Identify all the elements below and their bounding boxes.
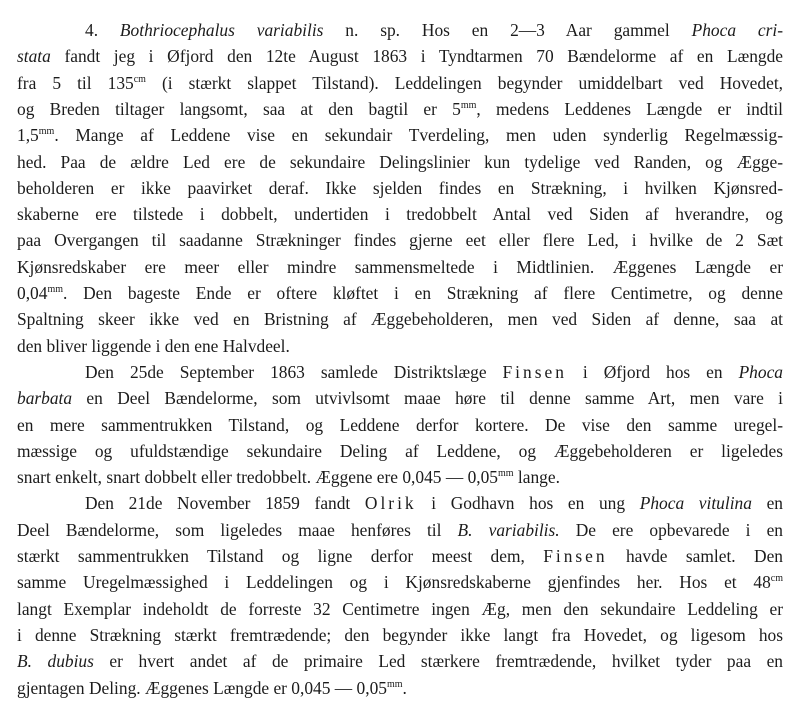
text-segment: Deel Bændelorme, som ligeledes maae henføres til [17,519,458,540]
text-line [17,675,783,701]
text-segment: langt Exemplar indeholdt de forreste 32 Centimetre ingen Æg, men den sekundaire Leddeling er [17,598,783,619]
text-line [17,96,783,122]
text-line [17,517,783,543]
text-line [17,543,783,569]
text-line [17,201,783,227]
text-segment: samme Uregelmæssighed i Leddelingen og i Kjønsredskaberne gjenfindes her. Hos et 48 [17,572,771,593]
text-segment: hed. Paa de ældre Led ere de sekundaire Delingslinier kun tydelige ved Randen, og Ægge- [17,151,783,172]
text-line [17,385,783,411]
italic-text: Phoca cri- [691,20,784,40]
text-segment: n. sp. Hos en 2—3 Aar gammel [323,20,692,40]
text-segment: skaberne ere tilstede i dobbelt, undertiden i tredobbelt Antal ved Siden af hverandre, og [17,204,783,225]
italic-text: Phoca vitulina [639,493,752,514]
text-segment: De ere opbevarede i en [559,519,783,540]
superscript-unit: cm [770,573,783,585]
text-segment: . Den bageste Ende er oftere kløftet i en Strækning af flere Centimetre, og denne [63,283,783,303]
text-line [17,412,783,438]
text-line [17,333,783,359]
superscript-unit: mm [47,284,63,295]
text-line [17,254,783,280]
text-line [17,438,783,464]
text-segment: stærkt sammentrukken Tilstand og ligne derfor meest dem, [17,546,544,566]
text-segment: en Deel Bændelorme, som utvivlsomt maae høre til denne samme Art, men vare i [72,388,783,409]
text-line [17,175,783,201]
text-line [17,648,783,674]
text-line [85,17,783,43]
spaced-name: Finsen [502,361,567,382]
text-segment: en mere sammentrukken Tilstand, og Leddene derfor kortere. De vise den samme uregel- [17,414,783,435]
text-segment: paa Overgangen til saadanne Strækninger findes gjerne eet eller flere Led, i hvilke de 2 Sæt [17,230,783,251]
text-segment: snart enkelt, snart dobbelt eller tredobbelt. Æggene ere 0,045 — 0,05 [17,467,499,488]
spaced-name: Finsen [543,546,608,566]
text-line [17,70,783,96]
text-line [85,490,783,516]
text-segment: i denne Strækning stærkt fremtrædende; den begynder ikke langt fra Hovedet, og ligesom hos [17,624,783,645]
text-line [17,227,783,253]
text-line [17,149,783,175]
superscript-unit: mm [460,99,477,111]
italic-text: Bothriocephalus variabilis [119,20,324,40]
text-segment: i Godhavn hos en ung [416,493,640,514]
text-segment: . Mange af Leddene vise en sekundair Tverdeling, men uden synderlig Regelmæssig- [54,125,783,146]
text-line [17,280,783,306]
text-segment: er hvert andet af de primaire Led stærkere fremtrædende, hvilket tyder paa en [93,651,783,672]
text-segment: 1,5 [17,125,39,146]
italic-text: B. dubius [17,651,94,672]
text-segment: beholderen er ikke paavirket deraf. Ikke sjelden findes en Strækning, i hvilken Kjønsred- [17,177,783,198]
text-line [17,596,783,622]
text-segment: Kjønsredskaber ere meer eller mindre sammensmeltede i Midtlinien. Æggenes Længde er [17,256,783,277]
text-line [17,464,783,490]
spaced-name: Olrik [364,493,417,514]
text-segment: mæssige og ufuldstændige sekundaire Deling af Leddene, og Æggebeholderen er ligeledes [17,440,783,461]
text-segment: en [751,493,783,514]
text-line [17,622,783,648]
superscript-unit: cm [133,73,146,85]
text-segment: og Breden tiltager langsomt, saa at den bagtil er 5 [17,98,461,119]
superscript-unit: mm [38,126,55,138]
text-segment: Den 21de November 1859 fandt [85,493,365,514]
text-line [17,43,783,69]
italic-text: B. variabilis. [457,519,560,540]
text-segment: (i stærkt slappet Tilstand). Leddelingen begynder umiddelbart ved Hovedet, [145,72,783,93]
text-segment: fandt jeg i Øfjord den 12te August 1863 i Tyndtarmen 70 Bændelorme af en Længde [50,46,783,67]
text-line [17,306,783,332]
italic-text: Phoca [738,361,783,382]
italic-text: barbata [17,388,73,409]
superscript-unit: mm [498,468,514,480]
text-line [17,569,783,595]
superscript-unit: mm [386,678,403,690]
italic-text: stata [17,46,51,67]
text-segment: Spaltning skeer ikke ved en Bristning af Æggebeholderen, men ved Siden af denne, saa at [17,309,783,330]
text-segment: lange. [513,467,560,488]
text-segment: 0,04 [17,283,48,303]
text-segment: 4. [85,20,120,40]
text-segment: havde samlet. Den [607,546,783,566]
text-segment: den bliver liggende i den ene Halvdeel. [17,335,290,356]
text-line [85,359,783,385]
text-segment: fra 5 til 135 [17,72,134,93]
text-segment: i Øfjord hos en [566,361,739,382]
text-segment: . [402,677,407,698]
text-segment: gjentagen Deling. Æggenes Længde er 0,045 — 0,05 [17,677,387,698]
text-line [17,122,783,148]
text-segment: , medens Leddenes Længde er indtil [476,98,783,119]
text-segment: Den 25de September 1863 samlede Distriktslæge [85,361,503,382]
